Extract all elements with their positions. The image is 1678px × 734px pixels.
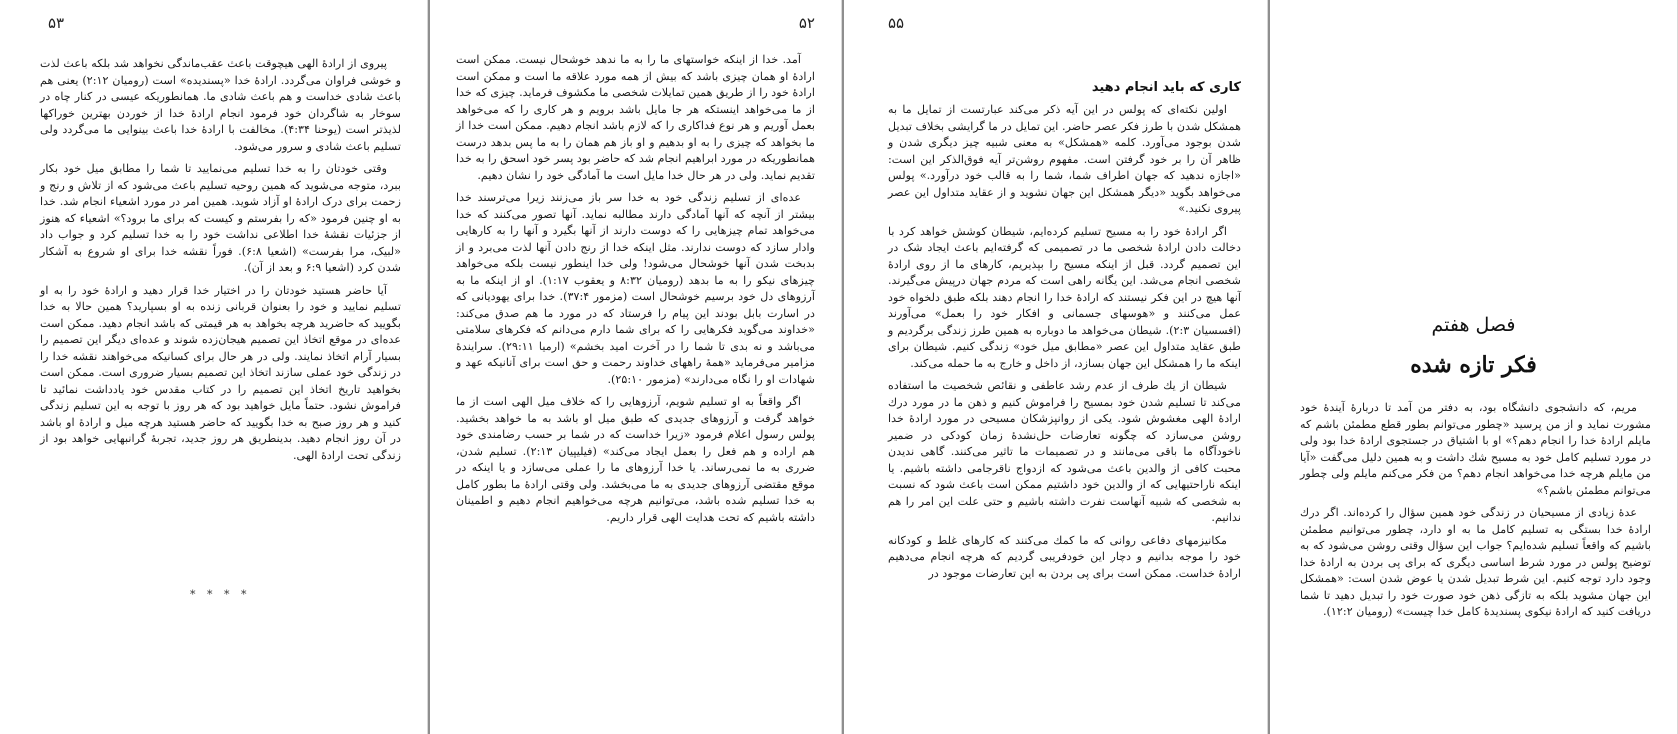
- page-body: [456, 52, 815, 532]
- section-separator: * * * *: [190, 588, 251, 601]
- paragraph: وقتی خودتان را به خدا تسلیم می‌نمایید تا شما را مطابق میل خود بکار ببرد، متوجه می‌شوید که همین روحیه تسلیم باعث می‌شود که از تلاش و رنج و زحمت برای درک ارادهٔ او آزاد شوید. همین امر در مورد اشعیاء انجام شد. خدا به او چنین فرمود «که را بفرستم و کیست که برای ما برود؟» اشعیاء که هنوز از جزئیات نقشهٔ خدا اطلاعی نداشت خود را به خدا تسلیم کرد و جواب داد «لبیک، مرا بفرست» (اشعیا ۶:۸). فوراً نقشه خدا برای او شروع به آشکار شدن کرد (اشعیا ۶:۹ و بعد از آن).: [40, 162, 401, 274]
- chapter-title: فکر تازه شده: [1410, 352, 1537, 378]
- page-chapter-opening: [1270, 0, 1678, 734]
- paragraph: اگر واقعاً به او تسلیم شویم، آرزوهایی را که خلاف میل الهی است از ما خواهد گرفت و آرزوهای جدیدی که طبق میل او باشد به ما خواهد بخشید. پولس رسول اعلام فرمود «زیرا خداست که در شما بر حسب رضامندی خود هم اراده و هم فعل را بعمل ایجاد می‌کند» (فیلیپیان ۲:۱۳). تسلیم شدن، ضرری به ما نمی‌رساند. یا خدا آرزوهای ما را عملی می‌سازد و یا اینکه در موقع مقتضی آرزوهای جدیدی به ما می‌بخشد. ولی وقتی ارادهٔ ما بطور کامل به خدا تسلیم شده باشد، می‌توانیم هرچه می‌خواهیم انجام دهیم و اطمینان داشته باشیم که تحت هدایت الهی قرار داریم.: [456, 395, 815, 524]
- paragraph: عده‌ای از تسلیم زندگی خود به خدا سر باز می‌زنند زیرا می‌ترسند خدا بیشتر از آنچه که آنها آمادگی دارند مطالبه نماید. آنها تصور می‌کنند که خدا می‌خواهد تمام چیزهایی را که دوست دارند از آنها بگیرد و آنها را به کارهایی وادار سازد که دوست ندارند. مثل اینکه خدا از رنج دادن آنها لذت می‌برد و از بدبخت شدن آنها خوشحال می‌شود! ولی خدا اینطور نیست بلکه می‌خواهد چیزهای نیکو را به ما بدهد (رومیان ۸:۳۲ و یعقوب ۱:۱۷). او از اینکه ما به آرزوهای دل خود برسیم خوشحال است (مزمور ۳۷:۴). خدا برای یهودیانی که در اسارت بابل بودند این پیام را فرستاد که در مورد ما هم صدق می‌کند: «خداوند می‌گوید فکرهایی را که برای شما دارم می‌دانم که فکرهای سلامتی می‌باشد و نه بدی تا شما را در آخرت امید بخشم» (ارمیا ۲۹:۱۱). سرایندهٔ مزامیر می‌فرماید «همهٔ راههای خداوند رحمت و حق است برای آنانیکه عهد و شهادات او را نگاه می‌دارند» (مزمور ۲۵:۱۰).: [456, 191, 816, 386]
- page-52: [430, 0, 842, 734]
- paragraph: آمد. خدا از اینکه خواستهای ما را به ما ندهد خوشحال نیست. ممکن است ارادهٔ او همان چیزی باشد که بیش از همه مورد علاقه ما است و ممکن است ارادهٔ خود را از طریق همین تمایلات شخصی ما مکشوف فرماید. چیزی که خدا از ما می‌خواهد اینستکه هر جا مایل باشد برویم و هر کاری را که می‌خواهد بعمل آوریم و هر نوع فداکاری را که لازم باشد انجام دهیم. ممکن است خدا از ما بخواهد که چیزی را به او بدهیم و او باز هم همان را به ما پس بدهد درست همانطوریکه در مورد ابراهیم انجام شد که حاضر بود پسر خود اسحق را به خدا تقدیم نماید. ولی در هر حال خدا مایل است ما آمادگی خود را نشان دهیم.: [456, 53, 815, 182]
- paragraph: آیا حاضر هستید خودتان را در اختیار خدا قرار دهید و ارادهٔ خود را به او تسلیم نمایید و خود را بعنوان قربانی زنده به او بسپارید؟ همین حالا به خدا بگویید که حاضرید هرچه بخواهد به هر قیمتی که باشد انجام دهید. ممکن است عده‌ای در موقع اتخاذ این تصمیم هیجان‌زده شوند و عده‌ای دیگر این تصمیم را بسیار آرام اتخاذ نمایند. ولی در هر حال برای کسانیکه می‌خواهند نقشه خدا را در زندگی خود عملی سازند اتخاذ این تصمیم بسیار ضروری است. ممکن است بخواهید تاریخ اتخاذ این تصمیم را در کتاب مقدس خود یادداشت نمائید تا فراموش نشود. حتماً مایل خواهید بود که هر روز با توجه به این تسلیم زندگی کنید و هر روز صبح به خدا بگویید که حاضر هستید هرچه میل و ارادهٔ او باشد در آن روز انجام دهید. بدینطریق هر روز جدید، تجربهٔ گرانبهایی خواهد بود از زندگی تحت ارادهٔ الهی.: [40, 283, 401, 462]
- paragraph: مریم، که دانشجوی دانشگاه بود، به دفتر من آمد تا دربارهٔ آیندهٔ خود مشورت نماید و از من پرسید «چطور می‌توانم بطور قطع مطمئن باشم که مایلم ارادهٔ خدا را انجام دهم؟» او با اشتیاق در جستجوی ارادهٔ خدا بود ولی در مورد تسلیم کامل خود به مسیح شك داشت و به همین دلیل می‌گفت «آیا من مایلم هرچه خدا می‌خواهد انجام دهم؟ من فکر می‌کنم مایلم ولی چطور می‌توانم مطمئن باشم؟»: [1300, 401, 1651, 497]
- page-55: [844, 0, 1268, 734]
- paragraph: مکانیزمهای دفاعی روانی که ما کمك می‌کنند که کارهای غلط و کودکانه خود را موجه بدانیم و دچار این خودفریبی گردیم که هرچه انجام می‌دهیم ارادهٔ خداست. ممکن است برای پی بردن به این تعارضات موجود در: [888, 533, 1241, 580]
- page-body: [888, 102, 1241, 588]
- page-body: [1300, 400, 1651, 627]
- paragraph: اولین نکته‌ای که پولس در این آیه ذکر می‌کند عبارتست از تمایل ما به همشکل شدن با طرز فکر عصر حاضر. این تمایل در ما گرایشی بخلاف تبدیل شدن بوجود می‌آورد. کلمه «همشکل» به معنی شبیه چیز دیگری شدن و ظاهر آن را بر خود گرفتن است. مفهوم روشن‌تر آیه فوق‌الذکر این است: «اجازه ندهید که جهان اطراف شما، شما را به قالب خود درآورد.» پولس می‌خواهد بگوید «دیگر همشکل این جهان نشوید و از عقاید متداول این عصر پیروی نکنید.»: [888, 103, 1241, 215]
- page-number: ۵۳: [48, 14, 65, 32]
- page-53: [0, 0, 428, 734]
- section-heading: کاری که باید انجام دهید: [1091, 80, 1241, 95]
- paragraph: اگر ارادهٔ خود را به مسیح تسلیم کرده‌ایم، شیطان کوشش خواهد کرد با دخالت دادن ارادهٔ شخصی ما در تصمیمی که گرفته‌ایم باعث ایجاد شک در این تصمیم گردد. قبل از اینکه مسیح را بپذیریم، کارهای ما از روی ارادهٔ شخصی انجام می‌شد. این یگانه راهی است که مردم جهان درپیش می‌گیرند. آنها هیچ در این فکر نیستند که ارادهٔ خدا را انجام دهند بلکه طبق دلخواه خود عمل می‌کنند و «هوسهای جسمانی و افکار خود را بعمل» می‌آورند (افسسیان ۲:۳). شیطان می‌خواهد ما دوباره به همین طرز زندگی برگردیم و طبق عقاید متداول این عصر «مطابق میل خود» زندگی کنیم. شیطان برای اینکه ما را همشکل این جهان بسازد، از داخل و خارج به ما حمله می‌کند.: [888, 224, 1241, 370]
- chapter-label: فصل هفتم: [1431, 314, 1516, 336]
- paragraph: پیروی از ارادهٔ الهی هیچوقت باعث عقب‌ماندگی نخواهد شد بلکه باعث لذت و خوشی فراوان می‌گردد. ارادهٔ خدا «پسندیده» است (رومیان ۲:۱۲) یعنی هم باعث شادی خداست و هم باعث شادی ما. همانطوریکه عیسی در کنار چاه در سوخار به شاگردان خود فرمود انجام ارادهٔ خدا از خوردن بهترین خوراکها لذیذتر است (یوحنا ۴:۳۴). مخالفت با ارادهٔ خدا باعث بینوایی ما می‌گردد ولی تسلیم باعث شادی و سرور می‌شود.: [40, 57, 401, 153]
- page-number: ۵۲: [798, 14, 815, 32]
- page-number: ۵۵: [888, 14, 905, 32]
- paragraph: عدهٔ زیادی از مسیحیان در زندگی خود همین سؤال را کرده‌اند. اگر درك ارادهٔ خدا بستگی به تسلیم کامل ما به او دارد، چطور می‌توانیم مطمئن باشیم که واقعاً تسلیم شده‌ایم؟ جواب این سؤال وقتی روشن می‌شود که به توضیح پولس در مورد شرط اساسی دیگری که برای پی بردن به ارادهٔ خدا وجود دارد توجه کنیم. این شرط تبدیل شدن یا عوض شدن است: «همشکل این جهان مشوید بلکه به تازگی ذهن خود صورت خود را تبدیل دهید تا شما دریافت کنید که ارادهٔ نیکوی پسندیدهٔ کامل خدا چیست» (رومیان ۱۲:۲).: [1300, 506, 1651, 618]
- paragraph: شیطان از یك طرف از عدم رشد عاطفی و نقائص شخصیت ما استفاده می‌کند تا تسلیم شدن خود بمسیح را فراموش کنیم و ذهن ما در مورد درك ارادهٔ الهی مغشوش شود. یکی از روانپزشکان مسیحی در مورد ارادهٔ خدا روشن می‌سازد که چگونه تعارضات حل‌نشدهٔ زمان کودکی در ضمیر ناخودآگاه ما باقی می‌مانند و در تصمیمات ما تاثیر می‌کنند. گاهی ندیدن محبت کافی از والدین باعث می‌شود که ازدواج ناقرجامی داشته باشیم. یا اینکه ناراحتیهایی که از والدین خود داشتیم ممکن است باعث شود که نسبت به شخصی که شبیه آنهاست نفرت داشته باشیم و حتی علت این امر را هم ندانیم.: [888, 379, 1241, 524]
- page-body: [40, 56, 401, 470]
